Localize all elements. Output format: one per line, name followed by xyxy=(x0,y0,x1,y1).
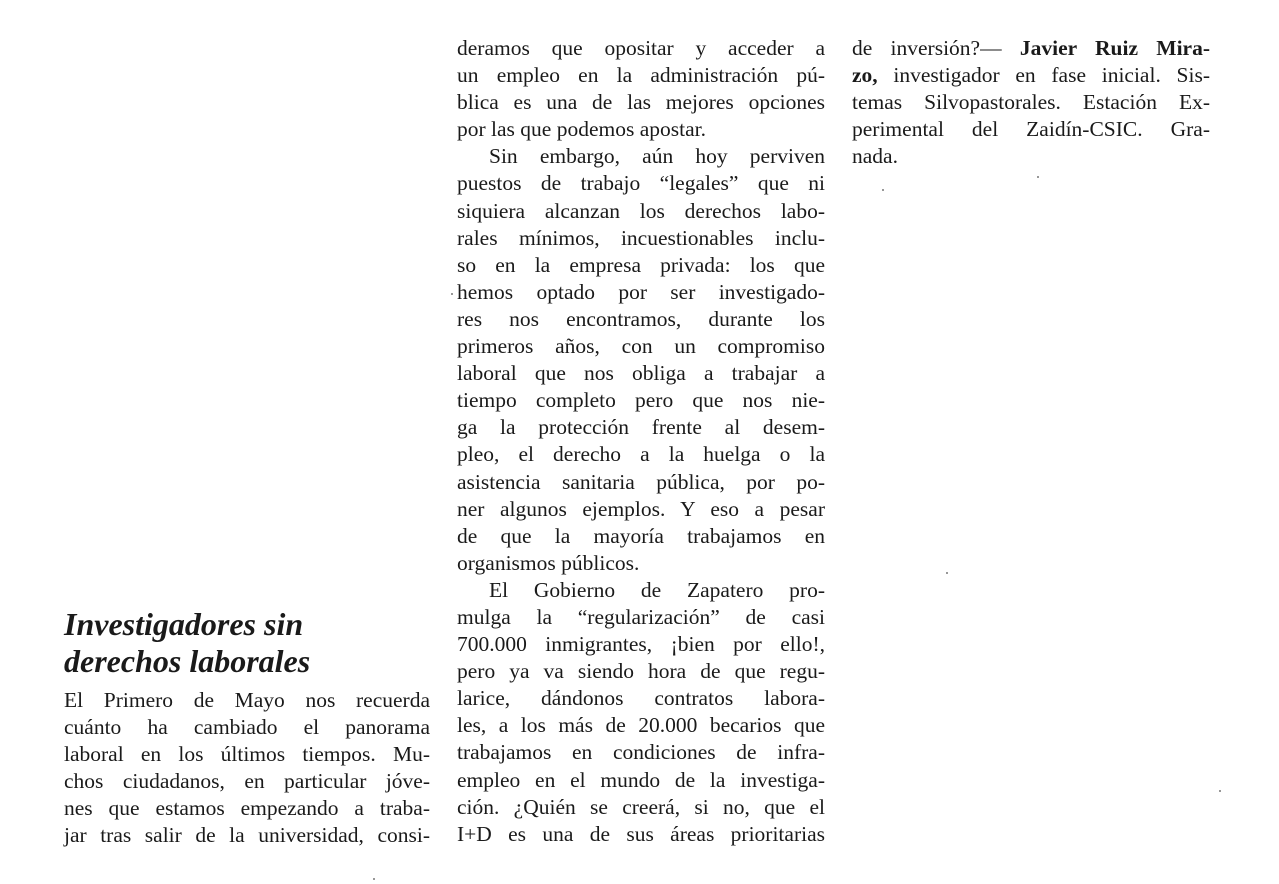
column-3-text: investigador en fase inicial. Sis- xyxy=(877,63,1210,88)
article-headline xyxy=(64,606,444,680)
column-1-line: El Primero de Mayo nos recuerda xyxy=(64,688,430,712)
column-2-line: rales mínimos, incuestionables inclu- xyxy=(457,225,825,250)
column-2-line: trabajamos en condiciones de infra- xyxy=(457,740,825,765)
column-2-line: pero ya va siendo hora de que regu- xyxy=(457,659,825,684)
column-2-line: deramos que opositar y acceder a xyxy=(457,36,825,60)
scan-speck xyxy=(882,189,884,191)
column-2-line: I+D es una de sus áreas prioritarias xyxy=(457,821,825,846)
column-1-line: jar tras salir de la universidad, consi- xyxy=(64,823,430,848)
article-column-1 xyxy=(64,687,430,850)
column-2-line: ner algunos ejemplos. Y eso a pesar xyxy=(457,496,825,521)
column-2-line: so en la empresa privada: los que xyxy=(457,252,825,277)
column-2-line: ga la protección frente al desem- xyxy=(457,415,825,440)
article-column-2 xyxy=(457,35,825,848)
author-name-part-1: Javier Ruiz Mira- xyxy=(1019,36,1210,60)
column-1-line: cuánto ha cambiado el panorama xyxy=(64,715,430,740)
column-1-line: laboral en los últimos tiempos. Mu- xyxy=(64,742,430,767)
column-2-line: pleo, el derecho a la huelga o la xyxy=(457,442,825,467)
scan-speck xyxy=(1219,790,1221,792)
column-2-line: mulga la “regularización” de casi xyxy=(457,604,825,629)
column-2-line: laboral que nos obliga a trabajar a xyxy=(457,361,825,386)
column-3-line xyxy=(852,62,1210,89)
column-3-text: de inversión?— xyxy=(852,36,1020,60)
column-2-line: hemos optado por ser investigado- xyxy=(457,279,825,304)
headline-line-1: Investigadores sin xyxy=(64,606,304,642)
column-2-line: un empleo en la administración pú- xyxy=(457,63,825,88)
column-2-line: puestos de trabajo “legales” que ni xyxy=(457,171,825,196)
column-3-line: nada. xyxy=(852,144,898,169)
column-2-line: Sin embargo, aún hoy perviven xyxy=(489,144,825,169)
column-2-line: larice, dándonos contratos labora- xyxy=(457,686,825,711)
column-3-line: perimental del Zaidín-CSIC. Gra- xyxy=(852,117,1210,142)
column-2-line: siquiera alcanzan los derechos labo- xyxy=(457,198,825,223)
scan-speck xyxy=(373,878,375,880)
column-2-line: les, a los más de 20.000 becarios que xyxy=(457,713,825,738)
scan-speck xyxy=(946,572,948,574)
column-2-line: res nos encontramos, durante los xyxy=(457,306,825,331)
author-name-part-2: zo, xyxy=(852,63,878,88)
article-column-3 xyxy=(852,35,1210,170)
column-2-line: primeros años, con un compromiso xyxy=(457,334,825,359)
scan-speck xyxy=(1037,176,1039,178)
column-2-line: 700.000 inmigrantes, ¡bien por ello!, xyxy=(457,632,825,657)
column-1-line: chos ciudadanos, en particular jóve- xyxy=(64,769,430,794)
scan-speck xyxy=(451,293,453,295)
column-2-line: tiempo completo pero que nos nie- xyxy=(457,388,825,413)
column-2-line: El Gobierno de Zapatero pro- xyxy=(489,577,825,602)
column-2-line: de que la mayoría trabajamos en xyxy=(457,523,825,548)
column-3-line xyxy=(852,35,1210,62)
column-2-line: ción. ¿Quién se creerá, si no, que el xyxy=(457,794,825,819)
column-2-line: asistencia sanitaria pública, por po- xyxy=(457,469,825,494)
column-2-line: por las que podemos apostar. xyxy=(457,117,706,142)
headline-line-2: derechos laborales xyxy=(64,643,311,679)
column-2-line: blica es una de las mejores opciones xyxy=(457,90,825,115)
column-3-line: temas Silvopastorales. Estación Ex- xyxy=(852,90,1210,115)
column-1-line: nes que estamos empezando a traba- xyxy=(64,796,430,821)
column-2-line: empleo en el mundo de la investiga- xyxy=(457,767,825,792)
column-2-line: organismos públicos. xyxy=(457,550,640,575)
